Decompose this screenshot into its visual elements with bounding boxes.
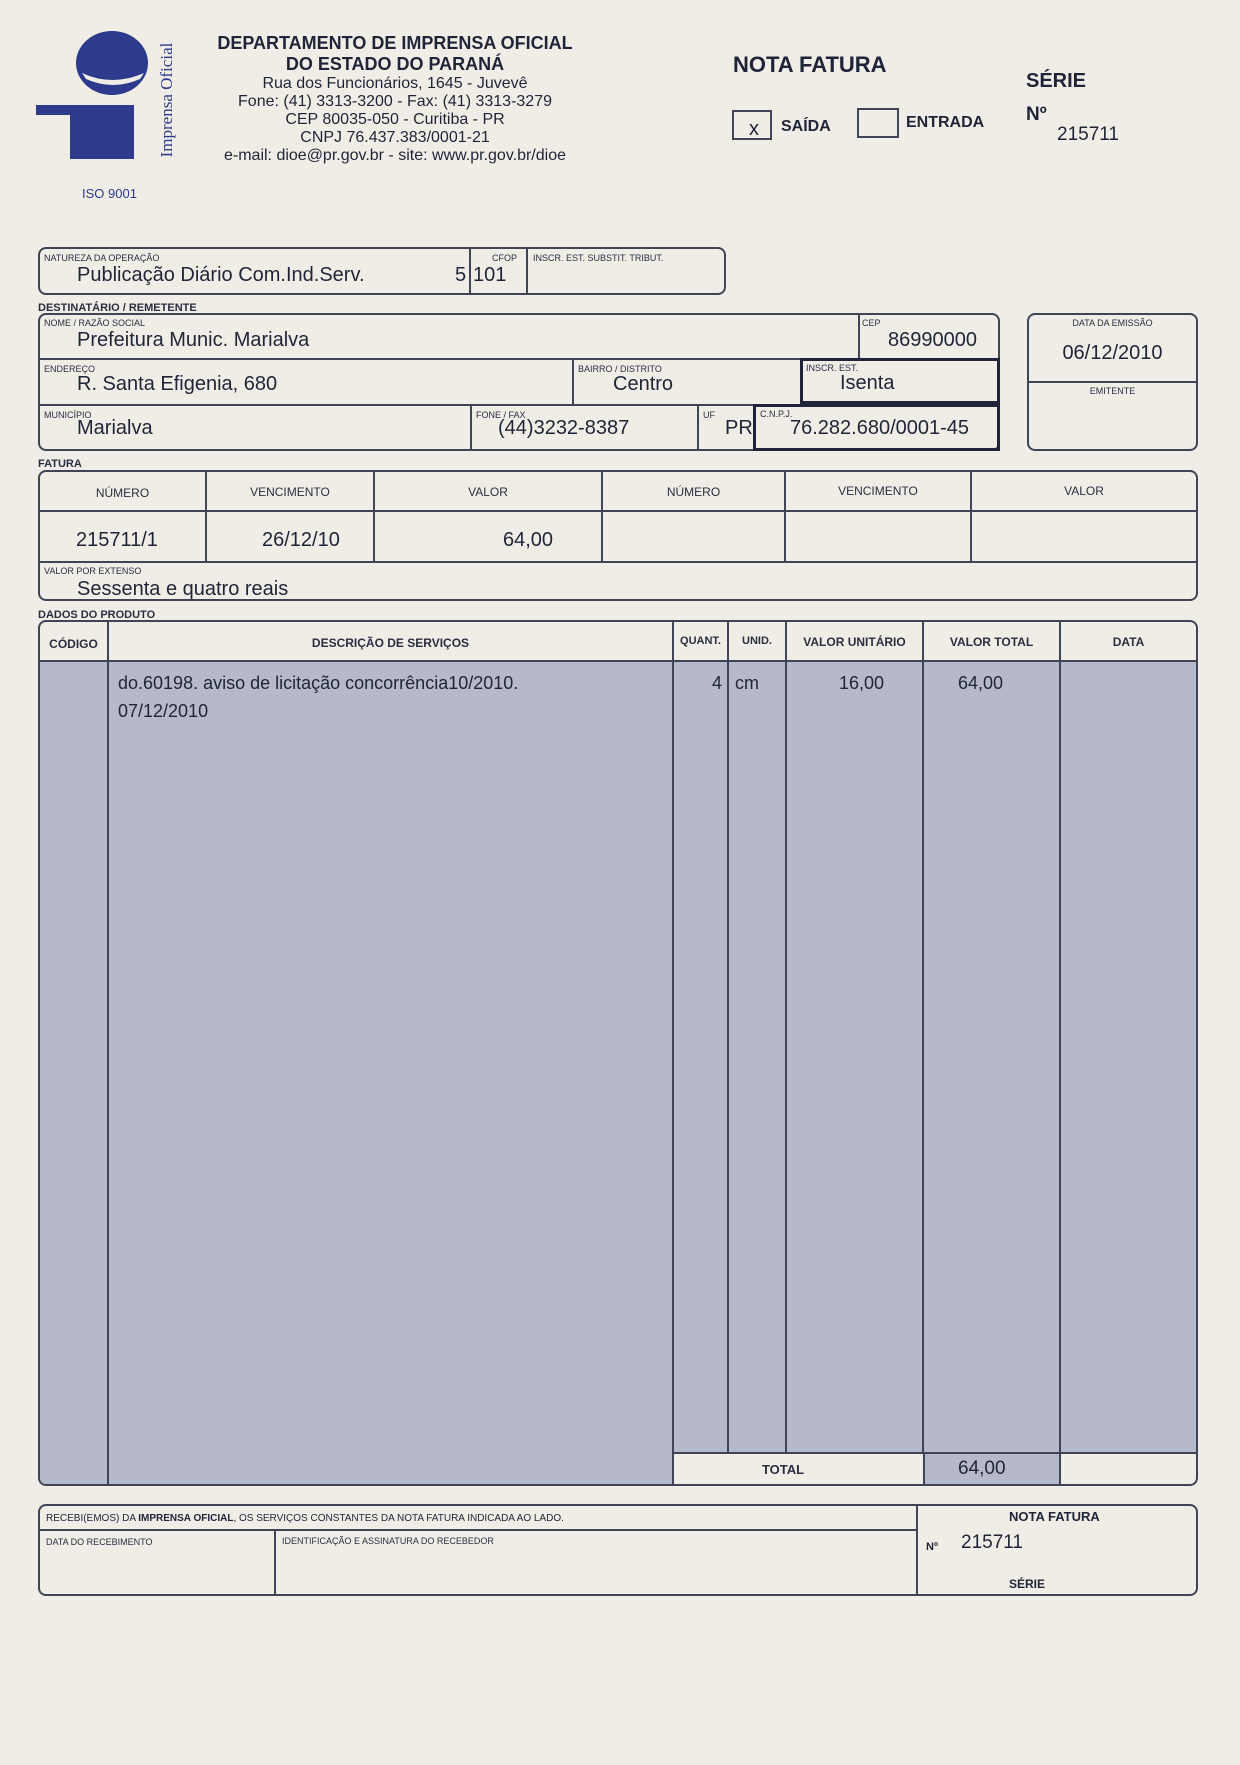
cep-value: 86990000	[888, 329, 977, 351]
endereco-value: R. Santa Efigenia, 680	[77, 373, 278, 395]
recibo-nf-serie: SÉRIE	[1009, 1577, 1046, 1591]
saida-label: SAÍDA	[781, 118, 831, 135]
destinatario-section: DESTINATÁRIO / REMETENTE	[38, 302, 197, 314]
prod-unid: cm	[735, 673, 759, 693]
prod-header-valor-unitario: VALOR UNITÁRIO	[803, 635, 906, 649]
issuer-cep: CEP 80035-050 - Curitiba - PR	[285, 111, 505, 128]
extenso-value: Sessenta e quatro reais	[77, 578, 289, 600]
cfop-b: 101	[473, 264, 507, 286]
uf-label: UF	[703, 410, 715, 420]
prod-header-data: DATA	[1112, 635, 1145, 649]
recibo-nf-numero-label: Nº	[926, 1541, 938, 1553]
entrada-checkbox[interactable]	[857, 108, 899, 138]
recibo-nf-title: NOTA FATURA	[1009, 1509, 1100, 1524]
logo-vertical-text: Imprensa Oficial	[157, 42, 176, 158]
bairro-label: BAIRRO / DISTRITO	[578, 364, 662, 374]
fatura-header-vencimento-2: VENCIMENTO	[838, 484, 918, 498]
natureza-label: NATUREZA DA OPERAÇÃO	[44, 253, 160, 263]
nome-label: NOME / RAZÃO SOCIAL	[44, 318, 146, 328]
recibo-text-prefix: RECEBI(EMOS) DA	[46, 1513, 139, 1524]
recibo-text-suffix: , OS SERVIÇOS CONSTANTES DA NOTA FATURA INDICADA AO LADO.	[233, 1513, 564, 1524]
total-label: TOTAL	[761, 1462, 805, 1477]
cnpj-label: C.N.P.J.	[760, 409, 793, 419]
emissao-label: DATA DA EMISSÃO	[1072, 318, 1153, 328]
issuer-address: Rua dos Funcionários, 1645 - Juvevê	[262, 75, 528, 92]
data-recebimento-label: DATA DO RECEBIMENTO	[46, 1537, 153, 1547]
uf-value: PR	[725, 417, 753, 439]
natureza-value: Publicação Diário Com.Ind.Serv.	[77, 264, 365, 286]
municipio-value: Marialva	[77, 417, 153, 439]
produtos-shade	[40, 662, 672, 1484]
total-value: 64,00	[958, 1458, 1006, 1479]
cep-label: CEP	[862, 318, 881, 328]
fatura-header-vencimento-1: VENCIMENTO	[250, 485, 330, 499]
doc-title: NOTA FATURA	[733, 52, 887, 77]
nome-value: Prefeitura Munic. Marialva	[77, 329, 310, 351]
fone-label: FONE / FAX	[476, 410, 526, 420]
inscr-est-label: INSCR. EST.	[806, 363, 859, 373]
fatura-section: FATURA	[38, 458, 82, 470]
endereco-label: ENDEREÇO	[44, 364, 96, 374]
fatura-vencimento: 26/12/10	[262, 529, 340, 551]
prod-valor-unitario: 16,00	[839, 673, 885, 693]
iso-label: ISO 9001	[82, 186, 137, 201]
prod-header-codigo: CÓDIGO	[49, 637, 98, 651]
numero-label: Nº	[1026, 104, 1047, 125]
inscr-subst-label: INSCR. EST. SUBSTIT. TRIBUT.	[533, 253, 664, 263]
prod-header-quant: QUANT.	[680, 635, 721, 647]
ident-recebedor-label: IDENTIFICAÇÃO E ASSINATURA DO RECEBEDOR	[282, 1536, 494, 1546]
saida-mark: x	[749, 118, 759, 140]
fatura-valor: 64,00	[503, 529, 554, 551]
prod-header-unid: UNID.	[742, 635, 772, 647]
prod-valor-total: 64,00	[958, 673, 1004, 693]
prod-desc-line2: 07/12/2010	[118, 701, 209, 721]
emitente-label: EMITENTE	[1089, 386, 1136, 396]
fatura-header-valor-1: VALOR	[468, 485, 508, 499]
cfop-a: 5	[455, 264, 467, 286]
bairro-value: Centro	[613, 373, 674, 395]
issuer-logo	[36, 25, 176, 185]
recibo-nf-numero: 215711	[961, 1532, 1023, 1553]
saida-checkbox[interactable]	[732, 110, 772, 140]
fatura-header-numero-2: NÚMERO	[666, 485, 721, 499]
doc-numero: 215711	[1057, 124, 1119, 145]
issuer-phone: Fone: (41) 3313-3200 - Fax: (41) 3313-3279	[238, 93, 552, 110]
issuer-name-1: DEPARTAMENTO DE IMPRENSA OFICIAL	[217, 33, 573, 53]
issuer-name-2: DO ESTADO DO PARANÁ	[285, 54, 505, 74]
fatura-header-valor-2: VALOR	[1064, 484, 1104, 498]
serie-label: SÉRIE	[1026, 70, 1087, 92]
produtos-section: DADOS DO PRODUTO	[38, 609, 156, 621]
prod-quant: 4	[711, 673, 722, 693]
fatura-header-numero-1: NÚMERO	[95, 486, 150, 500]
prod-header-descricao: DESCRIÇÃO DE SERVIÇOS	[311, 636, 470, 650]
entrada-label: ENTRADA	[906, 114, 985, 131]
recibo-text	[46, 1513, 564, 1524]
cfop-label: CFOP	[492, 253, 518, 263]
fatura-numero: 215711/1	[76, 529, 158, 551]
municipio-label: MUNICÍPIO	[44, 410, 92, 420]
recibo-text-bold: IMPRENSA OFICIAL	[138, 1513, 234, 1524]
extenso-label: VALOR POR EXTENSO	[44, 566, 142, 576]
issuer-block	[190, 33, 600, 165]
imprensa-logo-icon	[36, 25, 176, 185]
prod-header-valor-total: VALOR TOTAL	[949, 635, 1034, 649]
inscr-est-value: Isenta	[840, 372, 895, 394]
emissao-value: 06/12/2010	[1062, 342, 1163, 364]
issuer-contact: e-mail: dioe@pr.gov.br - site: www.pr.gov.br/dioe	[223, 147, 566, 164]
issuer-cnpj: CNPJ 76.437.383/0001-21	[300, 129, 490, 146]
fone-value: (44)3232-8387	[498, 417, 630, 439]
prod-desc-line1: do.60198. aviso de licitação concorrência10/2010.	[118, 673, 519, 693]
cnpj-value: 76.282.680/0001-45	[790, 417, 970, 439]
